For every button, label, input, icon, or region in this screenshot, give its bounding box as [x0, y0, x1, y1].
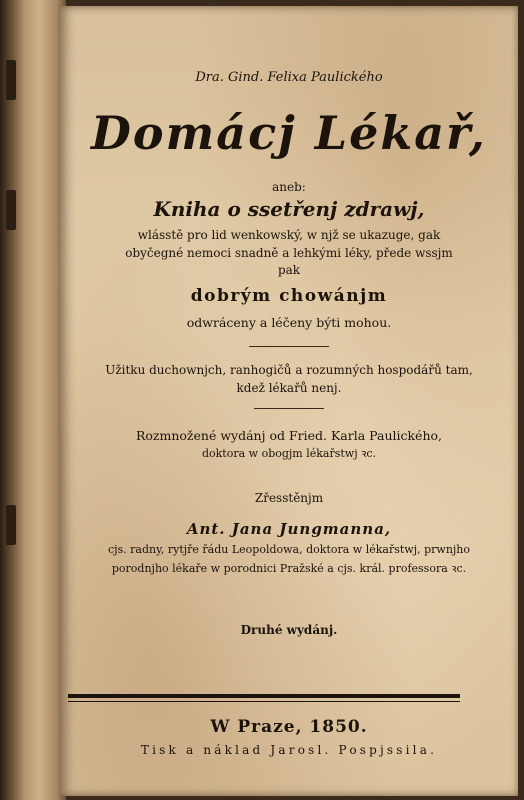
aneb-line: aneb:: [272, 180, 306, 194]
printer-line: Tisk a náklad Jarosl. Pospjssila.: [140, 743, 438, 757]
revised-edition-line-1: Rozmnožené wydánj od Fried. Karla Paulického,: [135, 428, 443, 443]
purpose-line-1: Užitku duchownjch, ranhogičů a rozumných hospodářů tam,: [105, 363, 473, 377]
spine-band: [6, 60, 16, 100]
imprint-rule-thick: [68, 694, 460, 698]
description-line-1: wlásstě pro lid wenkowský, w njž se ukazuge, gak: [137, 228, 441, 242]
with-line: Zřesstěnjm: [254, 491, 324, 505]
spine-band: [6, 505, 16, 545]
editor-name: Ant. Jana Jungmanna,: [186, 520, 392, 538]
author-line: Dra. Gind. Felixa Paulického: [195, 70, 383, 85]
book-title: Domácj Lékař,: [91, 106, 487, 160]
divider: [249, 346, 329, 347]
title-page: [60, 6, 518, 796]
place-year: W Praze, 1850.: [210, 717, 368, 737]
divider: [254, 408, 324, 409]
description-line-3: pak: [277, 263, 301, 277]
description-line-2: obyčegné nemoci snadně a lehkými léky, přede wssjm: [125, 246, 453, 260]
editor-titles-line-1: cjs. radny, rytjře řádu Leopoldowa, doktora w lékařstwj, prwnjho: [107, 543, 471, 556]
spine-band: [6, 190, 16, 230]
purpose-line-2: kdež lékařů nenj.: [236, 381, 342, 395]
description-line-4: odwráceny a léčeny býti mohou.: [186, 315, 392, 330]
subtitle: Kniha o ssetřenj zdrawj,: [153, 197, 425, 221]
book-spine: [0, 0, 66, 800]
editor-titles-line-2: porodnjho lékaře w porodnici Pražské a cjs. král. professora ꝛc.: [111, 562, 467, 575]
imprint-rule-thin: [68, 701, 460, 702]
subtitle-2: dobrým chowánjm: [190, 286, 388, 306]
edition-line: Druhé wydánj.: [240, 623, 338, 637]
revised-edition-line-2: doktora w obogjm lékařstwj ꝛc.: [201, 447, 377, 460]
